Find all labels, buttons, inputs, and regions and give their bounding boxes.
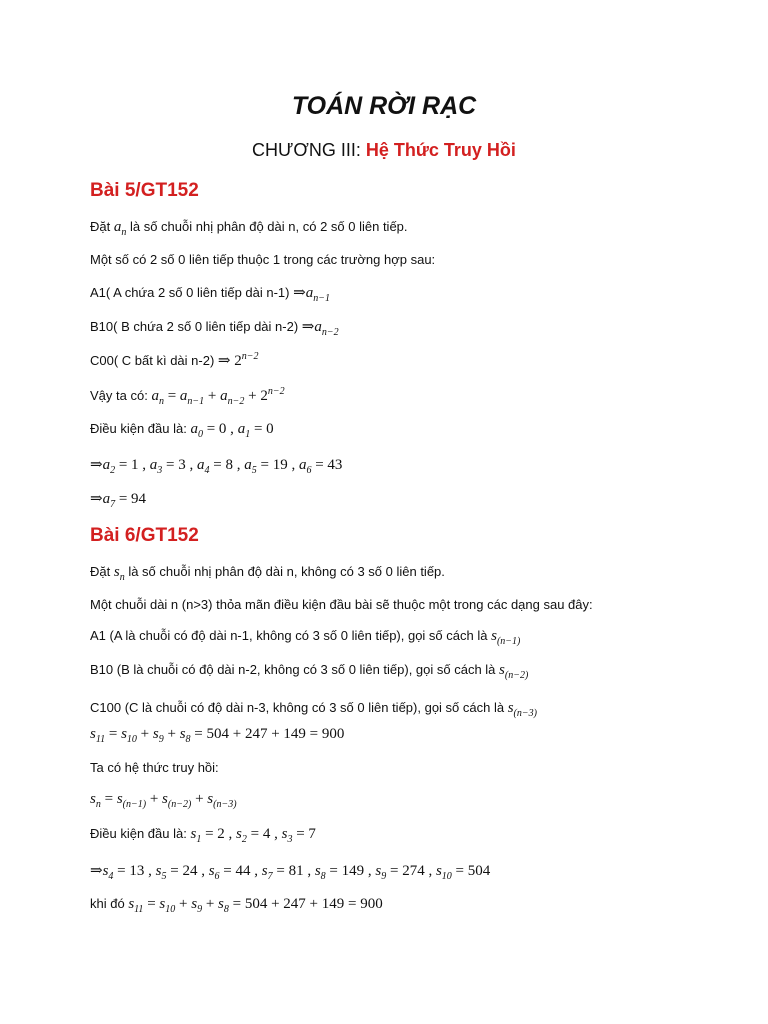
math-initial-a: $a_0 = 0$ , $a_1 = 0$: [190, 421, 274, 440]
bai5-values-a2-a6: [90, 455, 342, 476]
bai6-case-a1-text: A1 (A là chuỗi có độ dài n-1, không có 3 số 0 liên tiếp), gọi số cách là: [90, 628, 488, 643]
document-title: TOÁN RỜI RẠC: [291, 92, 477, 120]
bai6-recurrence: [90, 791, 237, 810]
bai5-intro: Một số có 2 số 0 liên tiếp thuộc 1 trong các trường hợp sau:: [90, 252, 436, 267]
bai6-khi-do-label: khi đó: [90, 896, 125, 911]
bai6-definition: [90, 564, 445, 583]
bai5-case-b10-text: B10( B chứa 2 số 0 liên tiếp dài n-2): [90, 319, 299, 334]
bai5-definition: [90, 219, 408, 238]
bai5-recurrence-label: Vậy ta có:: [90, 388, 148, 403]
bai6-s11-equation: [90, 726, 344, 745]
bai5-initial-label: Điều kiện đầu là:: [90, 421, 187, 436]
chapter-label: CHƯƠNG III: [252, 140, 356, 160]
bai5-case-a1: [90, 283, 330, 304]
bai6-definition-prefix: Đặt: [90, 564, 111, 579]
bai5-definition-prefix: Đặt: [90, 219, 111, 234]
bai6-case-b10: [90, 662, 528, 681]
math-initial-s: $s_1 = 2$ , $s_2 = 4$ , $s_3 = 7$: [190, 826, 316, 845]
chapter-separator: :: [355, 140, 366, 160]
chapter-name: Hệ Thức Truy Hồi: [365, 140, 516, 160]
math-recurrence-s: $s_n = s_{(n-1)} + s_{(n-2)} + s_{(n-3)}$: [90, 791, 237, 810]
math-recurrence-a: $a_n = a_{n-1} + a_{n-2} + 2^{n-2}$: [151, 386, 285, 407]
bai6-case-b10-text: B10 (B là chuỗi có độ dài n-2, không có 3 số 0 liên tiếp), gọi số cách là: [90, 662, 496, 677]
bai6-initial-conditions: [90, 826, 316, 845]
math-s-n-2: $s_{(n-2)}$: [499, 662, 529, 681]
bai5-recurrence: [90, 386, 285, 407]
bai6-initial-label: Điều kiện đầu là:: [90, 826, 187, 841]
math-a-n: $a_n$: [113, 219, 127, 238]
bai6-case-c100: [90, 700, 537, 719]
chapter-subtitle: [0, 140, 768, 161]
math-s-n-3: $s_{(n-3)}$: [507, 700, 537, 719]
bai6-values-s4-s10: [90, 861, 490, 882]
bai6-definition-suffix: là số chuỗi nhị phân độ dài n, không có 3 số 0 liên tiếp.: [128, 564, 445, 579]
section-heading-bai5: Bài 5/GT152: [90, 180, 199, 201]
bai5-initial-conditions: [90, 421, 274, 440]
bai5-case-c00: [90, 351, 258, 370]
bai5-case-a1-text: A1( A chứa 2 số 0 liên tiếp dài n-1): [90, 285, 290, 300]
math-implies-2-pow: ⇒ $2^{n-2}$: [217, 351, 259, 369]
bai6-case-a1: [90, 628, 520, 647]
bai6-recurrence-label: Ta có hệ thức truy hồi:: [90, 760, 219, 775]
math-implies-a-n-1: $\Rightarrow a_{n-1}$: [293, 285, 330, 304]
math-s-n: $s_n$: [113, 564, 125, 583]
math-conclusion-s11: $s_{11} = s_{10} + s_9 + s_8 = 504 + 247 + 149 = 900$: [128, 896, 383, 915]
bai5-value-a7: [90, 489, 146, 510]
section-heading-bai6: Bài 6/GT152: [90, 525, 199, 546]
math-s11-sum: $s_{11} = s_{10} + s_9 + s_8 = 504 + 247 + 149 = 900$: [90, 726, 345, 745]
math-implies-a-n-2: $\Rightarrow a_{n-2}$: [301, 319, 339, 338]
bai6-conclusion: [90, 896, 383, 915]
bai5-case-c00-text: C00( C bất kì dài n-2): [90, 353, 215, 368]
math-values-a: $\Rightarrow a_2 = 1$ , $a_3 = 3$ , $a_4 = 8$ , $a_5 = 19$ , $a_6 = 43$: [90, 457, 343, 476]
bai6-case-c100-text: C100 (C là chuỗi có độ dài n-3, không có 3 số 0 liên tiếp), gọi số cách là: [90, 700, 505, 715]
math-s-n-1: $s_{(n-1)}$: [491, 628, 521, 647]
math-value-a7: $\Rightarrow a_7 = 94$: [90, 491, 147, 510]
bai6-intro: Một chuỗi dài n (n>3) thỏa mãn điều kiện đầu bài sẽ thuộc một trong các dạng sau đây:: [90, 597, 593, 612]
bai5-definition-suffix: là số chuỗi nhị phân độ dài n, có 2 số 0 liên tiếp.: [129, 219, 408, 234]
bai5-case-b10: [90, 317, 339, 338]
math-values-s: $\Rightarrow s_4 = 13$ , $s_5 = 24$ , $s_6 = 44$ , $s_7 = 81$ , $s_8 = 149$ , $s_9 = 274$ , $s_{10} = 504$: [90, 863, 491, 882]
